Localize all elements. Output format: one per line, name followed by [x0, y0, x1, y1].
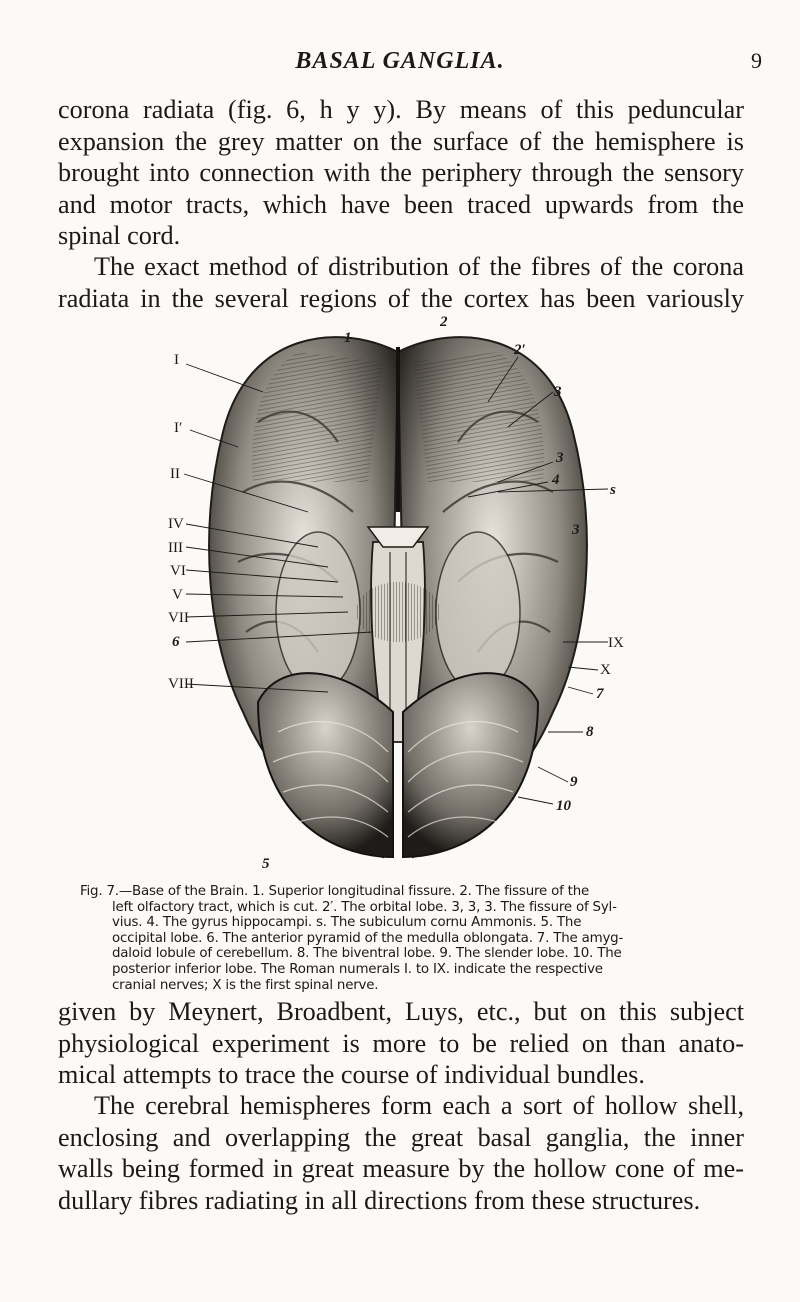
figure-caption [80, 884, 720, 993]
text-line: brought into connection with the periphery through the sensory [58, 158, 744, 187]
caption-line: posterior inferior lobe. The Roman numerals I. to IX. indicate the respective [112, 961, 603, 977]
paragraph-3 [58, 996, 744, 1091]
label-3a: 3 [554, 384, 562, 400]
caption-line: daloid lobule of cerebellum. 8. The biventral lobe. 9. The slender lobe. 10. The [112, 946, 622, 962]
label-4: 4 [552, 472, 560, 488]
text-line: The exact method of distribution of the fibres of the corona [94, 252, 744, 281]
caption-line: vius. 4. The gyrus hippocampi. s. The subiculum cornu Ammonis. 5. The [112, 915, 582, 931]
label-1-top: 1 [344, 330, 352, 346]
label-3b: 3 [556, 450, 564, 466]
text-line: enclosing and overlapping the great basal ganglia, the inner [58, 1122, 744, 1152]
label-nerve-iv: IV [168, 516, 184, 532]
label-8: 8 [586, 724, 594, 740]
label-nerve-v: V [172, 587, 183, 603]
label-nerve-x: X [600, 662, 611, 678]
text-line: radiata in the several regions of the cortex has been variously [58, 283, 744, 313]
running-head [0, 48, 800, 78]
text-line: dullary fibres radiating in all directions from these structures. [58, 1185, 701, 1215]
label-nerve-viii: VIII [168, 676, 194, 692]
label-nerve-i: I [174, 352, 179, 368]
label-3c: 3 [572, 522, 580, 538]
page-number: 9 [751, 48, 762, 73]
paragraph-1 [58, 94, 744, 252]
brain-base-engraving [168, 312, 628, 872]
label-10: 10 [556, 798, 571, 814]
label-s: s [610, 482, 616, 498]
text-line: expansion the grey matter on the surface of the hemisphere is [58, 126, 744, 156]
text-line: walls being formed in great measure by the hollow cone of me- [58, 1154, 744, 1183]
label-7: 7 [596, 686, 604, 702]
label-nerve-iii: III [168, 540, 183, 556]
text-line: mical attempts to trace the course of individual bundles. [58, 1060, 645, 1089]
label-nerve-vi: VI [170, 563, 186, 579]
caption-line: occipital lobe. 6. The anterior pyramid of the medulla oblongata. 7. The amyg- [112, 930, 624, 946]
label-6: 6 [172, 634, 180, 650]
text-line: The cerebral hemispheres form each a sort of hollow shell, [94, 1091, 744, 1120]
label-1-bottom: 1 [376, 844, 384, 860]
running-head-title: BASAL GANGLIA. [295, 48, 505, 74]
label-2-prime: 2′ [514, 342, 526, 358]
label-nerve-vii: VII [168, 610, 189, 626]
label-9: 9 [570, 774, 578, 790]
label-nerve-i-prime: I′ [174, 420, 183, 436]
caption-line: Fig. 7.—Base of the Brain. 1. Superior longitudinal fissure. 2. The fissure of the [80, 884, 590, 899]
label-2-top: 2 [440, 314, 448, 330]
label-nerve-ii: II [170, 466, 180, 482]
text-line: corona radiata (fig. 6, h y y). By means of this peduncular [58, 95, 744, 124]
brain-outline [209, 337, 587, 857]
caption-line: left olfactory tract, which is cut. 2′. The orbital lobe. 3, 3, 3. The fissure of Syl- [112, 899, 617, 915]
label-nerve-ix: IX [608, 635, 624, 651]
paragraph-4 [58, 1090, 744, 1216]
text-line: given by Meynert, Broadbent, Luys, etc., but on this subject [58, 997, 744, 1026]
label-5: 5 [262, 856, 270, 872]
brain-base-figure [168, 312, 628, 872]
text-line: spinal cord. [58, 221, 181, 250]
text-line: physiological experiment is more to be relied on than anato- [58, 1028, 744, 1058]
paragraph-2 [58, 251, 744, 314]
caption-line: cranial nerves; X is the first spinal nerve. [112, 977, 379, 993]
text-line: and motor tracts, which have been traced upwards from the [58, 189, 744, 219]
